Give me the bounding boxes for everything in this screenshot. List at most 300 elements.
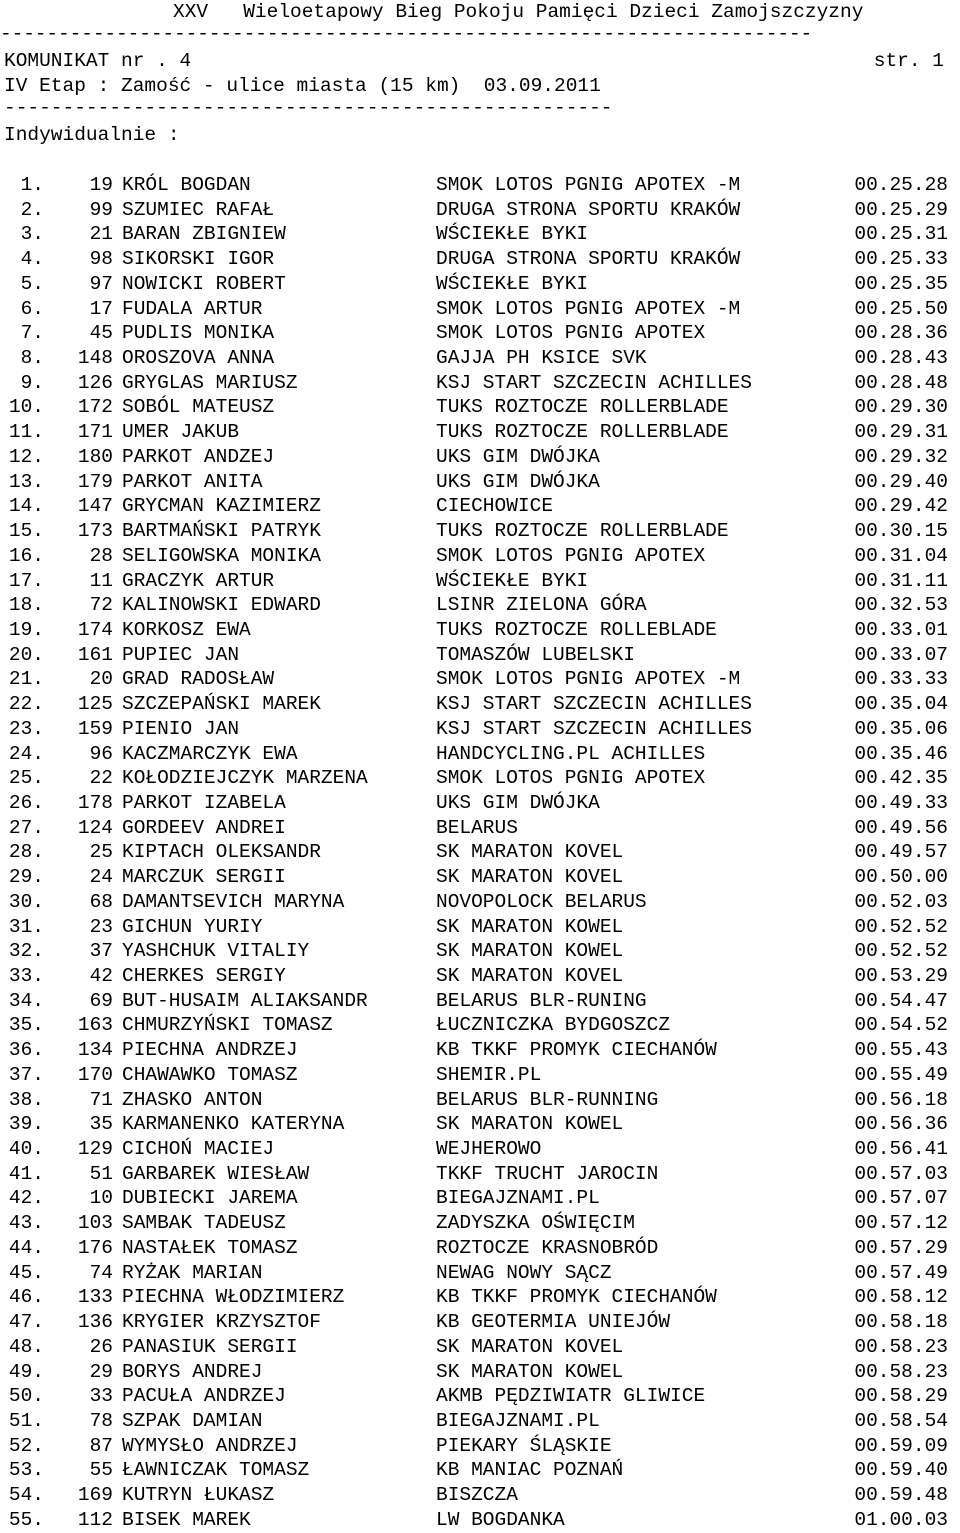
result-club: KSJ START SZCZECIN ACHILLES [436, 371, 752, 394]
result-bib: 71 [89, 1088, 113, 1111]
result-place: 33. [8, 965, 44, 987]
result-bib: 178 [77, 791, 113, 814]
result-bib: 11 [89, 569, 113, 592]
result-time: 00.58.23 [854, 1360, 948, 1383]
result-row [0, 222, 960, 247]
result-time: 00.52.52 [854, 915, 948, 938]
result-name: BUT-HUSAIM ALIAKSANDR [122, 989, 368, 1012]
result-name: NOWICKI ROBERT [122, 272, 286, 295]
result-name: PIENIO JAN [122, 717, 240, 740]
result-row [0, 1112, 960, 1137]
result-time: 00.28.36 [854, 322, 948, 345]
result-club: HANDCYCLING.PL ACHILLES [436, 742, 706, 765]
result-name: SZCZEPAŃSKI MAREK [122, 693, 321, 716]
result-club: TUKS ROZTOCZE ROLLEBLADE [436, 618, 717, 641]
result-time: 00.29.32 [854, 445, 948, 468]
result-row [0, 643, 960, 668]
result-bib: 171 [77, 421, 113, 444]
result-bib: 20 [89, 668, 113, 691]
result-club: BELARUS [436, 816, 518, 839]
result-row [0, 1434, 960, 1459]
result-row [0, 840, 960, 865]
result-name: KORKOSZ EWA [122, 618, 251, 641]
result-club: BELARUS BLR-RUNING [436, 989, 647, 1012]
result-time: 00.58.18 [854, 1311, 948, 1334]
result-club: PIEKARY ŚLĄSKIE [436, 1434, 612, 1457]
result-row [0, 618, 960, 643]
result-time: 00.42.35 [854, 767, 948, 790]
separator-line-short: ---------------------------------------------------- [4, 97, 613, 119]
result-bib: 112 [77, 1508, 113, 1531]
result-bib: 51 [89, 1162, 113, 1185]
result-time: 00.55.43 [854, 1039, 948, 1062]
result-club: BIEGAJZNAMI.PL [436, 1187, 600, 1210]
result-bib: 35 [89, 1113, 113, 1136]
result-row [0, 692, 960, 717]
result-bib: 136 [77, 1311, 113, 1334]
result-bib: 161 [77, 643, 113, 666]
result-bib: 163 [77, 1014, 113, 1037]
result-row [0, 890, 960, 915]
result-place: 28. [8, 841, 44, 864]
result-club: KB GEOTERMIA UNIEJÓW [436, 1311, 671, 1334]
result-time: 00.25.50 [854, 297, 948, 320]
result-place: 2. [20, 198, 44, 221]
result-name: NASTAŁEK TOMASZ [122, 1236, 298, 1259]
result-name: FUDALA ARTUR [122, 297, 263, 320]
result-name: CHAWAWKO TOMASZ [122, 1063, 298, 1086]
result-club: LSINR ZIELONA GÓRA [436, 594, 647, 617]
result-name: KUTRYN ŁUKASZ [122, 1484, 275, 1507]
result-name: GORDEEV ANDREI [122, 816, 286, 839]
separator-line: ---------------------------------------------------------------------- [0, 23, 813, 45]
result-club: ŁUCZNICZKA BYDGOSZCZ [436, 1014, 671, 1037]
result-club: SK MARATON KOWEL [436, 1113, 624, 1136]
result-row [0, 1285, 960, 1310]
result-place: 51. [8, 1409, 44, 1432]
result-bib: 125 [77, 693, 113, 716]
result-bib: 22 [89, 767, 113, 790]
result-time: 00.58.12 [854, 1286, 948, 1309]
result-bib: 78 [89, 1409, 113, 1432]
result-bib: 10 [89, 1187, 113, 1210]
result-row [0, 272, 960, 297]
result-bib: 28 [89, 544, 113, 567]
result-time: 00.58.29 [854, 1385, 948, 1408]
result-bib: 99 [89, 198, 113, 221]
result-club: SMOK LOTOS PGNIG APOTEX -M [436, 174, 741, 196]
result-bib: 23 [89, 915, 113, 938]
result-time: 00.57.03 [854, 1162, 948, 1185]
result-name: PARKOT ANDZEJ [122, 445, 275, 468]
result-club: GAJJA PH KSICE SVK [436, 347, 647, 370]
result-place: 3. [20, 223, 44, 246]
result-bib: 96 [89, 742, 113, 765]
result-name: BISEK MAREK [122, 1508, 251, 1531]
result-time: 00.35.04 [854, 693, 948, 716]
result-place: 46. [8, 1286, 44, 1309]
result-place: 35. [8, 1014, 44, 1037]
result-place: 48. [8, 1335, 44, 1358]
result-bib: 159 [77, 717, 113, 740]
result-row [0, 1310, 960, 1335]
result-bib: 169 [77, 1484, 113, 1507]
result-time: 00.57.07 [854, 1187, 948, 1210]
result-time: 00.29.30 [854, 396, 948, 419]
result-row [0, 915, 960, 940]
result-row [0, 1236, 960, 1261]
result-row [0, 964, 960, 989]
result-time: 00.53.29 [854, 965, 948, 987]
result-place: 36. [8, 1039, 44, 1062]
result-place: 5. [20, 272, 44, 295]
result-time: 00.59.48 [854, 1484, 948, 1507]
result-name: SZPAK DAMIAN [122, 1409, 263, 1432]
result-time: 00.56.41 [854, 1138, 948, 1161]
result-time: 00.49.33 [854, 791, 948, 814]
result-place: 18. [8, 594, 44, 617]
result-name: YASHCHUK VITALIY [122, 940, 310, 963]
result-row [0, 1211, 960, 1236]
result-time: 01.00.03 [854, 1508, 948, 1531]
result-name: GARBAREK WIESŁAW [122, 1162, 310, 1185]
result-club: KSJ START SZCZECIN ACHILLES [436, 717, 752, 740]
result-name: KOŁODZIEJCZYK MARZENA [122, 767, 368, 790]
result-time: 00.25.33 [854, 248, 948, 271]
result-place: 27. [8, 816, 44, 839]
result-time: 00.58.23 [854, 1335, 948, 1358]
result-club: ZADYSZKA OŚWIĘCIM [436, 1212, 635, 1235]
result-bib: 179 [77, 470, 113, 493]
result-row [0, 346, 960, 371]
result-club: WŚCIEKŁE BYKI [436, 569, 589, 592]
result-club: SK MARATON KOVEL [436, 866, 624, 889]
result-row [0, 1088, 960, 1113]
result-time: 00.28.43 [854, 347, 948, 370]
result-row [0, 1261, 960, 1286]
result-club: TOMASZÓW LUBELSKI [436, 643, 635, 666]
result-bib: 24 [89, 866, 113, 889]
result-time: 00.54.47 [854, 989, 948, 1012]
result-name: SOBÓL MATEUSZ [122, 396, 275, 419]
result-time: 00.55.49 [854, 1063, 948, 1086]
result-name: PIECHNA WŁODZIMIERZ [122, 1286, 345, 1309]
result-club: SMOK LOTOS PGNIG APOTEX [436, 322, 706, 345]
result-row [0, 865, 960, 890]
result-bib: 68 [89, 890, 113, 913]
result-place: 38. [8, 1088, 44, 1111]
result-name: BARAN ZBIGNIEW [122, 223, 286, 246]
result-name: PUDLIS MONIKA [122, 322, 275, 345]
result-name: MARCZUK SERGII [122, 866, 286, 889]
result-place: 24. [8, 742, 44, 765]
result-bib: 170 [77, 1063, 113, 1086]
result-row [0, 470, 960, 495]
result-name: KRYGIER KRZYSZTOF [122, 1311, 321, 1334]
result-row [0, 445, 960, 470]
result-time: 00.29.40 [854, 470, 948, 493]
result-place: 37. [8, 1063, 44, 1086]
result-bib: 29 [89, 1360, 113, 1383]
result-club: BIEGAJZNAMI.PL [436, 1409, 600, 1432]
result-place: 44. [8, 1236, 44, 1259]
result-row [0, 766, 960, 791]
result-name: BARTMAŃSKI PATRYK [122, 520, 321, 543]
result-club: SMOK LOTOS PGNIG APOTEX [436, 544, 706, 567]
result-club: SMOK LOTOS PGNIG APOTEX -M [436, 668, 741, 691]
result-place: 34. [8, 989, 44, 1012]
result-place: 17. [8, 569, 44, 592]
result-row [0, 667, 960, 692]
result-name: CHMURZYŃSKI TOMASZ [122, 1014, 333, 1037]
result-name: CICHOŃ MACIEJ [122, 1138, 275, 1161]
result-row [0, 544, 960, 569]
result-bib: 97 [89, 272, 113, 295]
result-name: PIECHNA ANDRZEJ [122, 1039, 298, 1062]
result-bib: 21 [89, 223, 113, 246]
result-row [0, 1186, 960, 1211]
result-club: NOVOPOLOCK BELARUS [436, 890, 647, 913]
result-name: SIKORSKI IGOR [122, 248, 275, 271]
result-row [0, 1360, 960, 1385]
result-name: ZHASKO ANTON [122, 1088, 263, 1111]
result-name: SAMBAK TADEUSZ [122, 1212, 286, 1235]
result-place: 11. [8, 421, 44, 444]
result-place: 4. [20, 248, 44, 271]
result-club: NEWAG NOWY SĄCZ [436, 1261, 612, 1284]
result-club: SMOK LOTOS PGNIG APOTEX [436, 767, 706, 790]
result-name: KIPTACH OLEKSANDR [122, 841, 321, 864]
result-place: 19. [8, 618, 44, 641]
result-time: 00.33.01 [854, 618, 948, 641]
result-bib: 55 [89, 1459, 113, 1482]
result-place: 12. [8, 445, 44, 468]
result-bib: 103 [77, 1212, 113, 1235]
result-bib: 176 [77, 1236, 113, 1259]
result-name: BORYS ANDREJ [122, 1360, 263, 1383]
result-row [0, 1409, 960, 1434]
result-row [0, 173, 960, 198]
result-club: DRUGA STRONA SPORTU KRAKÓW [436, 248, 741, 271]
result-place: 1. [20, 174, 44, 196]
result-name: SZUMIEC RAFAŁ [122, 198, 275, 221]
result-place: 30. [8, 890, 44, 913]
result-club: TKKF TRUCHT JAROCIN [436, 1162, 659, 1185]
result-club: KB MANIAC POZNAŃ [436, 1459, 624, 1482]
result-row [0, 1458, 960, 1483]
result-bib: 87 [89, 1434, 113, 1457]
result-name: SELIGOWSKA MONIKA [122, 544, 321, 567]
result-time: 00.49.56 [854, 816, 948, 839]
result-time: 00.58.54 [854, 1409, 948, 1432]
result-club: WŚCIEKŁE BYKI [436, 223, 589, 246]
result-row [0, 198, 960, 223]
result-place: 54. [8, 1484, 44, 1507]
result-time: 00.50.00 [854, 866, 948, 889]
result-place: 53. [8, 1459, 44, 1482]
result-club: WEJHEROWO [436, 1138, 542, 1161]
result-place: 50. [8, 1385, 44, 1408]
result-name: RYŻAK MARIAN [122, 1261, 263, 1284]
result-time: 00.57.12 [854, 1212, 948, 1235]
result-bib: 126 [77, 371, 113, 394]
result-place: 39. [8, 1113, 44, 1136]
result-row [0, 717, 960, 742]
result-name: UMER JAKUB [122, 421, 240, 444]
result-club: TUKS ROZTOCZE ROLLERBLADE [436, 520, 729, 543]
result-time: 00.25.28 [854, 174, 948, 196]
result-time: 00.33.33 [854, 668, 948, 691]
result-bib: 45 [89, 322, 113, 345]
result-bib: 74 [89, 1261, 113, 1284]
result-club: SK MARATON KOVEL [436, 841, 624, 864]
result-place: 15. [8, 520, 44, 543]
result-place: 14. [8, 495, 44, 518]
result-bib: 17 [89, 297, 113, 320]
result-club: ROZTOCZE KRASNOBRÓD [436, 1236, 659, 1259]
result-row [0, 494, 960, 519]
result-club: KB TKKF PROMYK CIECHANÓW [436, 1039, 717, 1062]
result-bib: 37 [89, 940, 113, 963]
result-name: PANASIUK SERGII [122, 1335, 298, 1358]
result-club: SHEMIR.PL [436, 1063, 542, 1086]
result-place: 9. [20, 371, 44, 394]
result-name: DAMANTSEVICH MARYNA [122, 890, 345, 913]
result-row [0, 371, 960, 396]
result-name: KRÓL BOGDAN [122, 174, 251, 196]
result-bib: 33 [89, 1385, 113, 1408]
stage-info: IV Etap : Zamość - ulice miasta (15 km) 03.09.2011 [4, 75, 601, 97]
result-time: 00.59.09 [854, 1434, 948, 1457]
result-bib: 25 [89, 841, 113, 864]
document-title: XXV Wieloetapowy Bieg Pokoju Pamięci Dzieci Zamojszczyzny [173, 1, 864, 23]
result-club: DRUGA STRONA SPORTU KRAKÓW [436, 198, 741, 221]
result-club: CIECHOWICE [436, 495, 554, 518]
result-time: 00.25.35 [854, 272, 948, 295]
result-bib: 26 [89, 1335, 113, 1358]
result-place: 6. [20, 297, 44, 320]
result-place: 42. [8, 1187, 44, 1210]
result-name: KALINOWSKI EDWARD [122, 594, 321, 617]
result-name: GRACZYK ARTUR [122, 569, 275, 592]
result-name: GRAD RADOSŁAW [122, 668, 275, 691]
result-bib: 174 [77, 618, 113, 641]
result-time: 00.57.29 [854, 1236, 948, 1259]
result-club: WŚCIEKŁE BYKI [436, 272, 589, 295]
result-place: 32. [8, 940, 44, 963]
result-name: GRYGLAS MARIUSZ [122, 371, 298, 394]
result-row [0, 939, 960, 964]
result-time: 00.31.04 [854, 544, 948, 567]
result-row [0, 742, 960, 767]
result-place: 20. [8, 643, 44, 666]
result-time: 00.52.03 [854, 890, 948, 913]
result-bib: 129 [77, 1138, 113, 1161]
result-bib: 147 [77, 495, 113, 518]
result-time: 00.56.36 [854, 1113, 948, 1136]
result-place: 55. [8, 1508, 44, 1531]
result-club: TUKS ROZTOCZE ROLLERBLADE [436, 421, 729, 444]
result-place: 8. [20, 347, 44, 370]
result-club: SK MARATON KOWEL [436, 915, 624, 938]
result-bib: 69 [89, 989, 113, 1012]
result-bib: 19 [89, 174, 113, 196]
result-row [0, 420, 960, 445]
result-row [0, 1335, 960, 1360]
result-club: AKMB PĘDZIWIATR GLIWICE [436, 1385, 706, 1408]
result-bib: 72 [89, 594, 113, 617]
result-bib: 180 [77, 445, 113, 468]
result-club: UKS GIM DWÓJKA [436, 445, 600, 468]
results-list [0, 173, 960, 1533]
result-place: 16. [8, 544, 44, 567]
result-time: 00.49.57 [854, 841, 948, 864]
result-row [0, 395, 960, 420]
result-row [0, 1013, 960, 1038]
result-place: 7. [20, 322, 44, 345]
result-bib: 148 [77, 347, 113, 370]
result-club: UKS GIM DWÓJKA [436, 470, 600, 493]
result-place: 13. [8, 470, 44, 493]
result-name: GICHUN YURIY [122, 915, 263, 938]
result-place: 26. [8, 791, 44, 814]
result-bib: 172 [77, 396, 113, 419]
result-club: BISZCZA [436, 1484, 518, 1507]
result-club: TUKS ROZTOCZE ROLLERBLADE [436, 396, 729, 419]
result-name: WYMYSŁO ANDRZEJ [122, 1434, 298, 1457]
result-place: 29. [8, 866, 44, 889]
result-place: 49. [8, 1360, 44, 1383]
result-club: KB TKKF PROMYK CIECHANÓW [436, 1286, 717, 1309]
result-time: 00.30.15 [854, 520, 948, 543]
result-row [0, 816, 960, 841]
result-place: 22. [8, 693, 44, 716]
result-name: OROSZOVA ANNA [122, 347, 275, 370]
result-club: SMOK LOTOS PGNIG APOTEX -M [436, 297, 741, 320]
result-place: 10. [8, 396, 44, 419]
result-name: CHERKES SERGIY [122, 965, 286, 987]
result-time: 00.25.29 [854, 198, 948, 221]
result-time: 00.32.53 [854, 594, 948, 617]
result-club: BELARUS BLR-RUNNING [436, 1088, 659, 1111]
result-place: 43. [8, 1212, 44, 1235]
result-place: 31. [8, 915, 44, 938]
result-row [0, 247, 960, 272]
result-row [0, 593, 960, 618]
result-time: 00.35.46 [854, 742, 948, 765]
result-bib: 133 [77, 1286, 113, 1309]
result-row [0, 519, 960, 544]
result-time: 00.59.40 [854, 1459, 948, 1482]
result-club: LW BOGDANKA [436, 1508, 565, 1531]
result-time: 00.29.31 [854, 421, 948, 444]
result-bib: 173 [77, 520, 113, 543]
result-row [0, 1384, 960, 1409]
result-name: KARMANENKO KATERYNA [122, 1113, 345, 1136]
section-heading: Indywidualnie : [4, 124, 180, 146]
result-bib: 98 [89, 248, 113, 271]
result-place: 47. [8, 1311, 44, 1334]
result-time: 00.28.48 [854, 371, 948, 394]
result-name: DUBIECKI JAREMA [122, 1187, 298, 1210]
result-time: 00.29.42 [854, 495, 948, 518]
result-time: 00.52.52 [854, 940, 948, 963]
communique-number: KOMUNIKAT nr . 4 [4, 50, 192, 72]
result-row [0, 569, 960, 594]
page-number: str. 1 [873, 50, 944, 72]
result-name: ŁAWNICZAK TOMASZ [122, 1459, 310, 1482]
result-name: PARKOT ANITA [122, 470, 263, 493]
